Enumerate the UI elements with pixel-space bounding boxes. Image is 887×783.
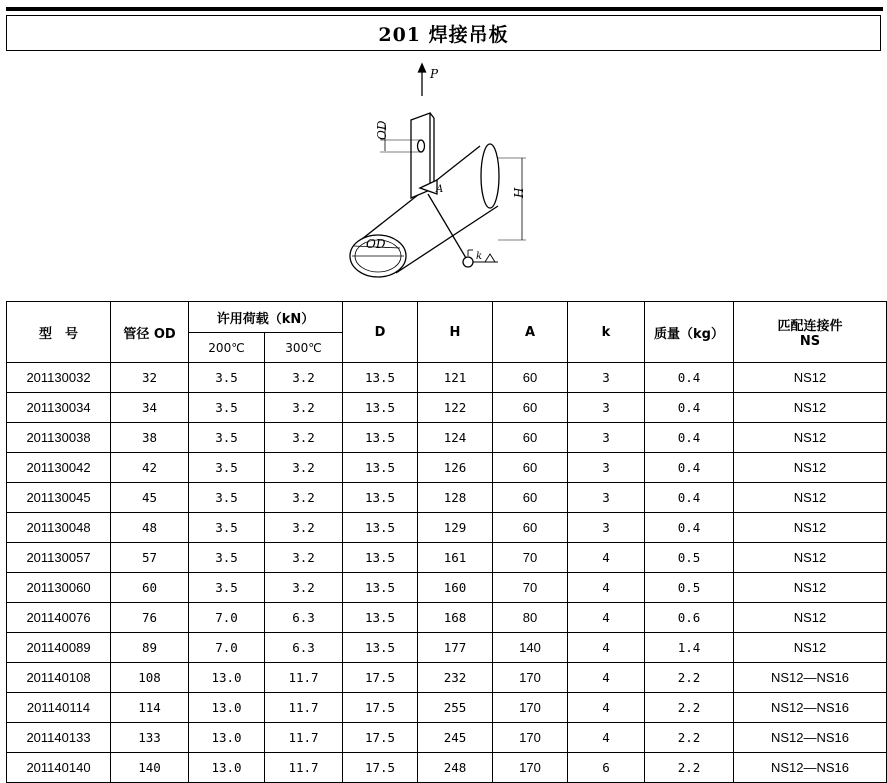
cell-model: 201130045 [7, 483, 111, 513]
cell-connector: NS12 [734, 573, 887, 603]
cell-od: 45 [111, 483, 189, 513]
cell-k: 4 [568, 723, 645, 753]
cell-load-200: 3.5 [189, 513, 265, 543]
cell-k: 3 [568, 483, 645, 513]
cell-k: 4 [568, 663, 645, 693]
cell-d: 13.5 [343, 543, 418, 573]
cell-od: 32 [111, 363, 189, 393]
cell-d: 17.5 [343, 693, 418, 723]
cell-d: 17.5 [343, 663, 418, 693]
col-load-200: 200℃ [189, 333, 265, 363]
welded-lug-diagram [340, 58, 550, 288]
cell-d: 17.5 [343, 753, 418, 783]
cell-load-200: 3.5 [189, 363, 265, 393]
cell-load-300: 3.2 [265, 363, 343, 393]
cell-model: 201130048 [7, 513, 111, 543]
cell-mass: 2.2 [645, 663, 734, 693]
cell-k: 4 [568, 543, 645, 573]
cell-d: 13.5 [343, 393, 418, 423]
cell-mass: 0.4 [645, 423, 734, 453]
label-force: P [430, 67, 439, 81]
cell-connector: NS12 [734, 453, 887, 483]
cell-mass: 0.4 [645, 363, 734, 393]
col-d: D [343, 302, 418, 363]
cell-od: 34 [111, 393, 189, 423]
col-model: 型 号 [7, 302, 111, 363]
cell-connector: NS12—NS16 [734, 753, 887, 783]
col-a: A [493, 302, 568, 363]
cell-model: 201130057 [7, 543, 111, 573]
cell-h: 122 [418, 393, 493, 423]
cell-mass: 0.4 [645, 483, 734, 513]
table-row [7, 693, 887, 723]
cell-d: 13.5 [343, 483, 418, 513]
cell-k: 3 [568, 453, 645, 483]
cell-load-200: 13.0 [189, 693, 265, 723]
cell-d: 13.5 [343, 603, 418, 633]
cell-h: 121 [418, 363, 493, 393]
cell-load-300: 11.7 [265, 693, 343, 723]
col-connector [734, 302, 887, 363]
cell-load-200: 7.0 [189, 633, 265, 663]
label-height: H [512, 187, 526, 198]
table-row [7, 723, 887, 753]
table-row [7, 603, 887, 633]
label-hole-diameter: OD [375, 120, 389, 140]
cell-k: 6 [568, 753, 645, 783]
cell-load-200: 3.5 [189, 423, 265, 453]
table-body [7, 363, 887, 783]
cell-load-200: 3.5 [189, 543, 265, 573]
cell-od: 38 [111, 423, 189, 453]
cell-od: 108 [111, 663, 189, 693]
cell-d: 13.5 [343, 453, 418, 483]
cell-load-300: 3.2 [265, 483, 343, 513]
cell-a: 70 [493, 543, 568, 573]
cell-connector: NS12 [734, 543, 887, 573]
table-row [7, 513, 887, 543]
cell-k: 4 [568, 603, 645, 633]
cell-od: 89 [111, 633, 189, 663]
cell-model: 201140076 [7, 603, 111, 633]
cell-h: 128 [418, 483, 493, 513]
cell-od: 42 [111, 453, 189, 483]
cell-k: 3 [568, 393, 645, 423]
cell-connector: NS12 [734, 603, 887, 633]
cell-d: 13.5 [343, 573, 418, 603]
cell-mass: 0.6 [645, 603, 734, 633]
cell-load-200: 3.5 [189, 453, 265, 483]
col-k: k [568, 302, 645, 363]
cell-model: 201130042 [7, 453, 111, 483]
cell-load-300: 3.2 [265, 543, 343, 573]
cell-d: 13.5 [343, 633, 418, 663]
cell-connector: NS12 [734, 363, 887, 393]
cell-connector: NS12 [734, 393, 887, 423]
col-connector-line2: NS [799, 334, 821, 349]
cell-a: 60 [493, 363, 568, 393]
cell-a: 170 [493, 693, 568, 723]
table-row [7, 633, 887, 663]
cell-model: 201140089 [7, 633, 111, 663]
cell-a: 170 [493, 663, 568, 693]
cell-mass: 0.4 [645, 393, 734, 423]
cell-connector: NS12—NS16 [734, 693, 887, 723]
cell-od: 57 [111, 543, 189, 573]
cell-h: 177 [418, 633, 493, 663]
cell-model: 201130038 [7, 423, 111, 453]
cell-connector: NS12 [734, 513, 887, 543]
cell-h: 160 [418, 573, 493, 603]
cell-load-300: 3.2 [265, 453, 343, 483]
cell-a: 70 [493, 573, 568, 603]
cell-mass: 0.5 [645, 543, 734, 573]
cell-load-300: 11.7 [265, 723, 343, 753]
cell-load-300: 3.2 [265, 573, 343, 603]
cell-h: 248 [418, 753, 493, 783]
cell-connector: NS12 [734, 423, 887, 453]
cell-od: 60 [111, 573, 189, 603]
cell-mass: 0.4 [645, 513, 734, 543]
col-h: H [418, 302, 493, 363]
header-row [7, 302, 887, 333]
col-connector-line1: 匹配连接件 [777, 319, 843, 334]
pipe-end-far [481, 144, 499, 208]
table-row [7, 573, 887, 603]
cell-od: 133 [111, 723, 189, 753]
cell-d: 13.5 [343, 423, 418, 453]
cell-mass: 2.2 [645, 753, 734, 783]
cell-h: 232 [418, 663, 493, 693]
cell-d: 17.5 [343, 723, 418, 753]
cell-h: 126 [418, 453, 493, 483]
cell-mass: 0.5 [645, 573, 734, 603]
cell-h: 161 [418, 543, 493, 573]
cell-model: 201130034 [7, 393, 111, 423]
cell-d: 13.5 [343, 363, 418, 393]
cell-load-200: 13.0 [189, 663, 265, 693]
cell-connector: NS12 [734, 633, 887, 663]
cell-h: 124 [418, 423, 493, 453]
cell-model: 201140114 [7, 693, 111, 723]
page-title: 201 焊接吊板 [378, 23, 509, 46]
cell-k: 4 [568, 693, 645, 723]
cell-mass: 2.2 [645, 693, 734, 723]
cell-h: 245 [418, 723, 493, 753]
cell-load-300: 6.3 [265, 633, 343, 663]
cell-a: 60 [493, 453, 568, 483]
cell-od: 76 [111, 603, 189, 633]
label-leg: A [436, 184, 444, 195]
cell-model: 201130032 [7, 363, 111, 393]
table-row [7, 543, 887, 573]
cell-mass: 0.4 [645, 453, 734, 483]
cell-load-300: 11.7 [265, 753, 343, 783]
cell-load-200: 3.5 [189, 393, 265, 423]
table-row [7, 393, 887, 423]
cell-connector: NS12—NS16 [734, 663, 887, 693]
cell-a: 170 [493, 723, 568, 753]
cell-connector: NS12—NS16 [734, 723, 887, 753]
cell-h: 255 [418, 693, 493, 723]
cell-connector: NS12 [734, 483, 887, 513]
cell-a: 170 [493, 753, 568, 783]
cell-k: 4 [568, 573, 645, 603]
cell-a: 140 [493, 633, 568, 663]
cell-h: 129 [418, 513, 493, 543]
cell-od: 140 [111, 753, 189, 783]
cell-model: 201140140 [7, 753, 111, 783]
cell-a: 60 [493, 513, 568, 543]
cell-d: 13.5 [343, 513, 418, 543]
force-arrowhead [419, 64, 426, 72]
cell-k: 3 [568, 423, 645, 453]
cell-load-300: 3.2 [265, 513, 343, 543]
cell-mass: 1.4 [645, 633, 734, 663]
col-load: 许用荷载（kN） [189, 302, 343, 333]
table-row [7, 483, 887, 513]
cell-mass: 2.2 [645, 723, 734, 753]
title-box [6, 15, 881, 51]
top-rule [6, 7, 883, 11]
cell-load-200: 7.0 [189, 603, 265, 633]
cell-k: 3 [568, 513, 645, 543]
spec-table [6, 301, 887, 783]
cell-load-300: 3.2 [265, 423, 343, 453]
cell-a: 60 [493, 393, 568, 423]
cell-od: 114 [111, 693, 189, 723]
cell-model: 201140133 [7, 723, 111, 753]
cell-k: 3 [568, 363, 645, 393]
cell-load-200: 3.5 [189, 483, 265, 513]
table-row [7, 363, 887, 393]
col-od: 管径 OD [111, 302, 189, 363]
cell-load-200: 13.0 [189, 723, 265, 753]
cell-load-200: 13.0 [189, 753, 265, 783]
cell-load-300: 3.2 [265, 393, 343, 423]
cell-a: 60 [493, 423, 568, 453]
cell-load-200: 3.5 [189, 573, 265, 603]
cell-model: 201140108 [7, 663, 111, 693]
cell-a: 80 [493, 603, 568, 633]
col-mass: 质量（kg） [645, 302, 734, 363]
table-row [7, 453, 887, 483]
table-row [7, 423, 887, 453]
label-pipe-diameter: OD [366, 237, 386, 251]
cell-load-300: 6.3 [265, 603, 343, 633]
cell-load-300: 11.7 [265, 663, 343, 693]
cell-od: 48 [111, 513, 189, 543]
cell-model: 201130060 [7, 573, 111, 603]
label-weld: k [476, 251, 483, 262]
table-row [7, 753, 887, 783]
cell-h: 168 [418, 603, 493, 633]
cell-k: 4 [568, 633, 645, 663]
cell-a: 60 [493, 483, 568, 513]
table-row [7, 663, 887, 693]
col-load-300: 300℃ [265, 333, 343, 363]
